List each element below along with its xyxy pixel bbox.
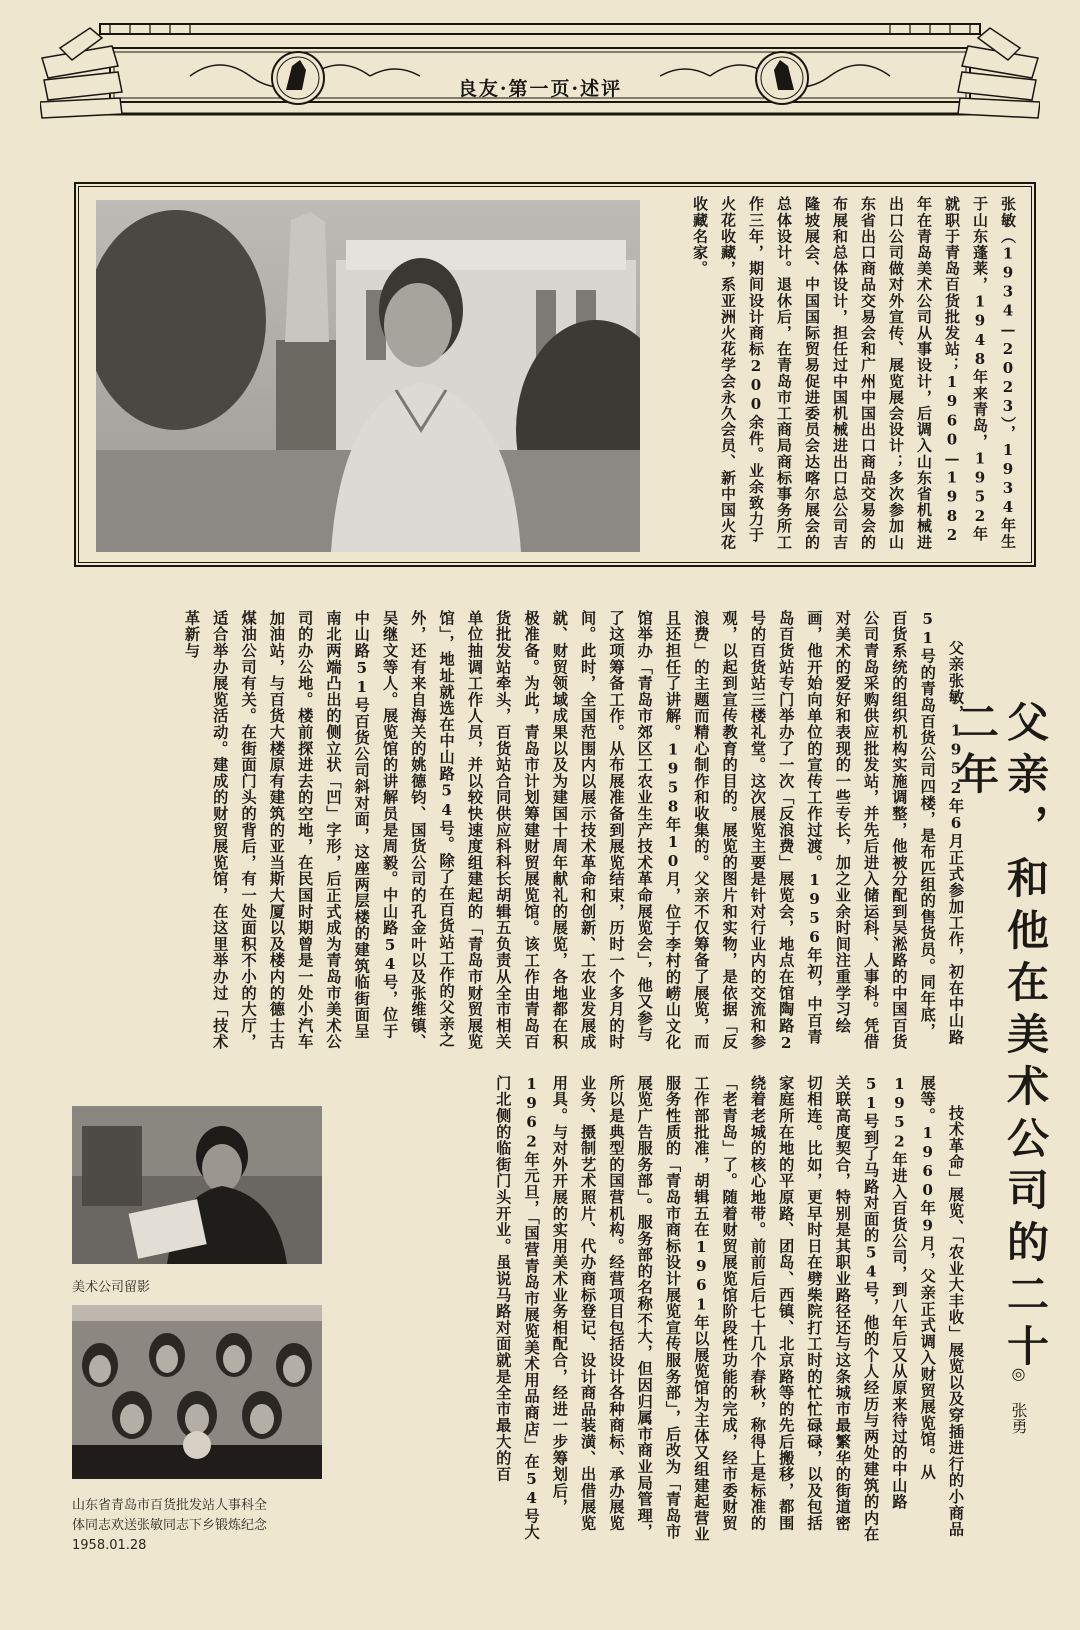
group-photo	[72, 1305, 322, 1479]
article-paragraph-top: 父亲张敏，1952年6月正式参加工作，初在中山路51号的青岛百货公司四楼，是布匹组的售货员。同年底，百货系统的组织机构实施调整，他被分配到吴淞路的中国百货公司青岛采购供应批发站，并先后进入储运科、人事科。凭借对美术的爱好和表现的一些专长，加之业余时间注重学习绘画，他开始向单位的宣传工作过渡。1956年初，中百青岛百货站专门举办了一次「反浪费」展览会，地点在馆陶路2号的百货站三楼礼堂。这次展览主要是针对行业内的交流和参观，以起到宣传教育的目的。展览的图片和实物，是依据「反浪费」的主题而精心制作和收集的。父亲不仅筹备了展览，而且还担任了讲解。1958年10月，位于李村的崂山文化馆举办「青岛市郊区工农业生产技术革命展览会」，他又参与了这项筹备工作。从布展准备到展览结束，历时一个多月的时间。此时，全国范围内以展示技术革命和创新、工农业发展成就、财贸领域成果以及为建国十周年献礼的展览，各地都在积极准备。为此，青岛市计划筹建财贸展览馆。该工作由青岛百货批发站牵头，百货站合同供应科科长胡辑五负责从全市相关单位抽调工作人员，并以较快速度组建起的「青岛市财贸展览馆」，地址就选在中山路54号。除了在百货站工作的父亲之外，还有来自海关的姚德钧、国货公司的孔金叶以及张维镇、吴继文等人。展览馆的讲解员是周毅。中山路54号，位于中山路51号百货公司斜对面，这座两层楼的建筑临街面呈南北两端凸出的侧立状「凹」字形，后正式成为青岛市美术公司的办公地。楼前探进去的空地，在民国时期曾是一处小汽车加油站，与百货大楼原有建筑的亚当斯大厦以及楼内的德士古煤油公司有关。在街面门头的背后，有一处面积不小的大厅，适合举办展览活动。建成的财贸展览馆，在这里举办过「技术革新与	[182, 610, 965, 1053]
article-body-top	[70, 610, 970, 1055]
portrait-photo	[96, 200, 640, 552]
ornamental-frame	[40, 18, 1040, 122]
art-company-photo	[72, 1106, 322, 1264]
article-body-bottom	[352, 1075, 970, 1543]
bio-text: 张敏（1934—2023），1934年生于山东蓬莱，1948年来青岛，1952年就职于青岛百货批发站；1960—1982年在青岛美术公司从事设计，后调入山东省机械进出口公司做对外宣传、展览展会设计；多次参加山东省出口商品交易会和广州中国出口商品交易会的布展和总体设计，担任过中国机械进出口总公司吉隆坡展会、中国国际贸易促进委员会达喀尔展会的总体设计。退休后，在青岛市工商局商标事务所工作三年，期间设计商标200余件。业余致力于火花收藏，系亚洲火花学会永久会员、新中国火花收藏名家。	[691, 196, 1017, 551]
photo-caption-2-line2: 体同志欢送张敏同志下乡锻炼纪念	[72, 1518, 268, 1533]
article-paragraph-bottom: 技术革命」展览、「农业大丰收」展览以及穿插进行的小商品展等。1960年9月，父亲正式调入财贸展览馆。从1952年进入百货公司，到八年后又从原来待过的中山路51号到了马路对面的54号，他的个人经历与两处建筑的内在关联高度契合，特别是其职业路径还与这条城市最繁华的街道密切相连。比如，更早时日在劈柴院打工时的忙忙碌碌，以及包括家庭所在地的平原路、团岛、西镇、北京路等的先后搬移，都围绕着老城的核心地带。前前后后七十几个春秋，称得上是标准的「老青岛」了。随着财贸展览馆阶段性功能的完成，经市委财贸工作部批准，胡辑五在1961年以展览馆为主体又组建起营业服务性质的「青岛市商标设计展览宣传服务部」，后改为「青岛市展览广告服务部」。服务部的名称不大，但因归属市商业局管理，所以是典型的国营机构。经营项目包括设计各种商标、承办展览业务、摄制艺术照片、代办商标登记、设计商品装潢、出借展览用具。与对外开展的实用美术业务相配合，经进一步筹划后，1962年元旦，「国营青岛市展览美术用品商店」在54号大门北侧的临街门头开业。虽说马路对面就是全市最大的百	[494, 1075, 965, 1543]
header-banner	[40, 18, 1040, 122]
article-title: 父亲，和他在美术公司的二十二年	[951, 700, 1050, 1376]
photo-caption-2	[72, 1496, 330, 1556]
photo-caption-1: 美术公司留影	[72, 1280, 151, 1295]
article-author: ◎ 张勇	[1009, 1364, 1028, 1434]
page-section-title: 良友·第一页·述评	[457, 78, 623, 100]
photo-caption-2-date: 1958.01.28	[72, 1538, 147, 1553]
photo-caption-2-line1: 山东省青岛市百货批发站人事科全	[72, 1498, 268, 1513]
